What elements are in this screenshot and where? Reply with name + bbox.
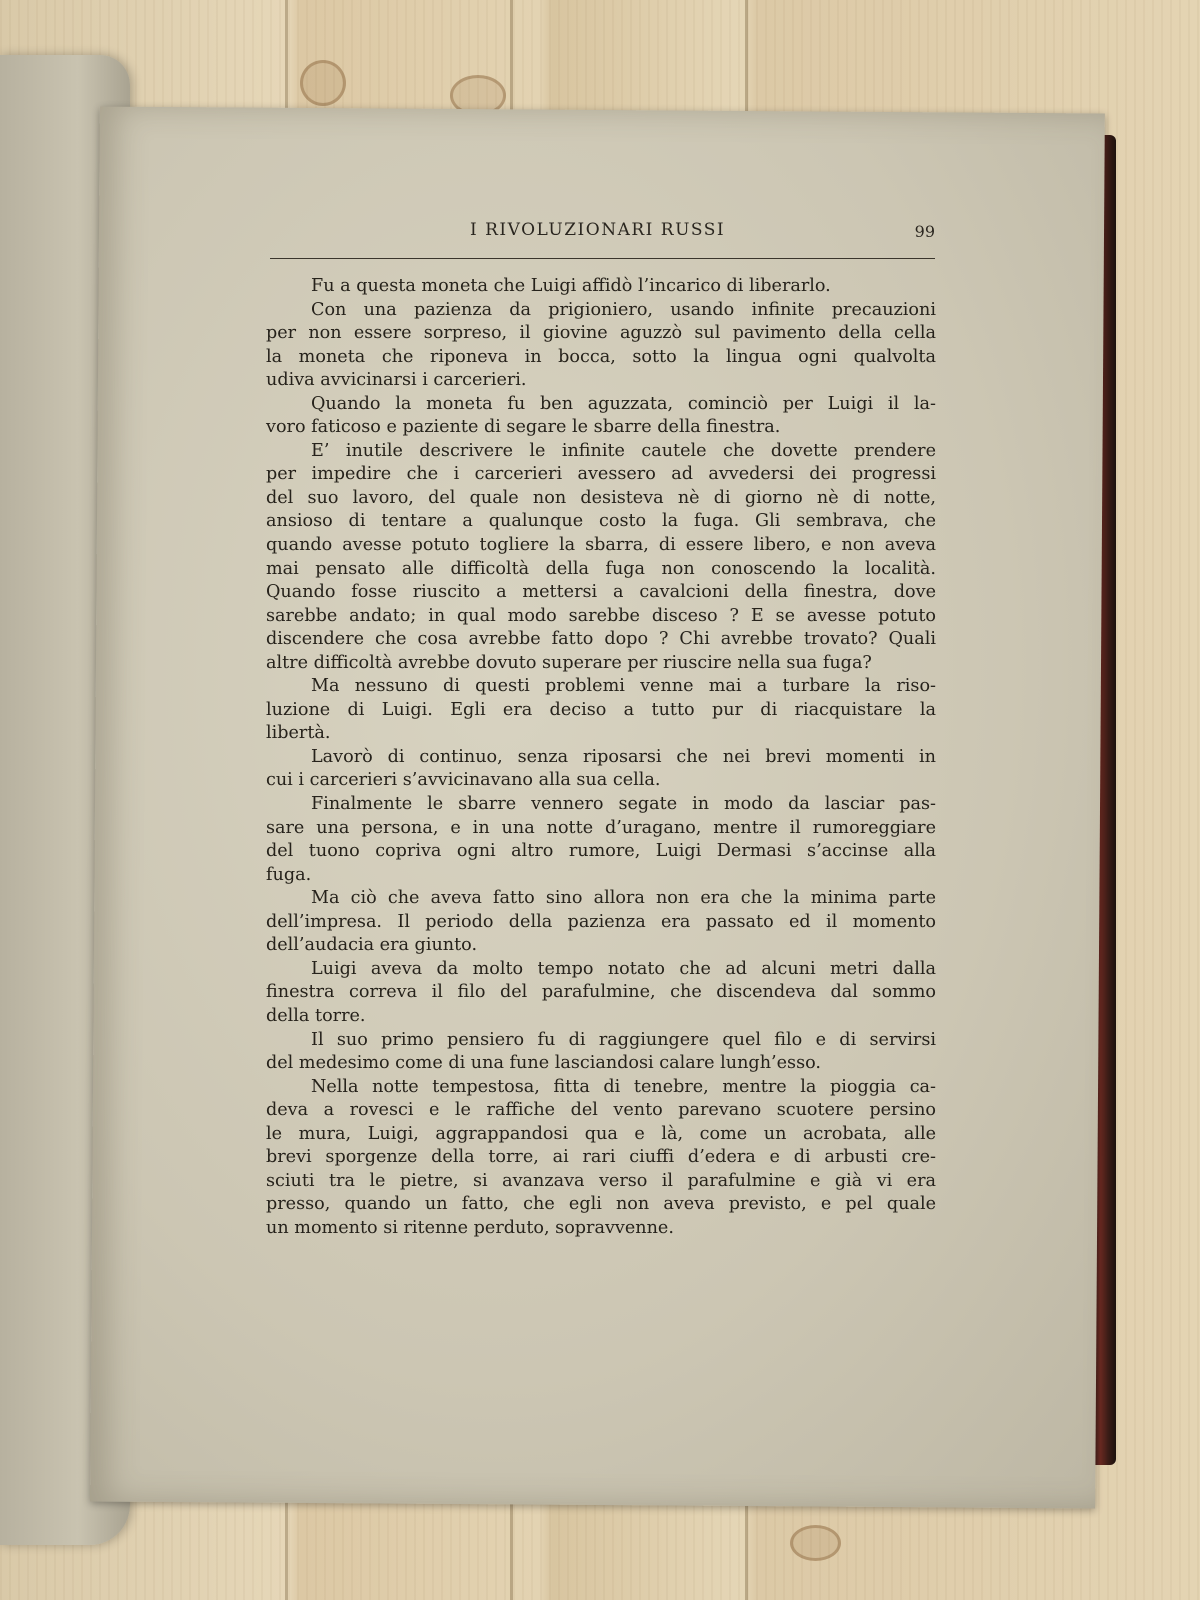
text-line: udiva avvicinarsi i carcerieri. xyxy=(266,370,527,391)
text-line: quando avesse potuto togliere la sbarra, di essere libero, e non aveva xyxy=(266,535,936,556)
text-line: del tuono copriva ogni altro rumore, Luigi Dermasi s’accinse alla xyxy=(266,841,936,862)
text-line: sarebbe andato; in qual modo sarebbe disceso ? E se avesse potuto xyxy=(266,605,936,626)
text-line: libertà. xyxy=(266,723,331,744)
text-line: del suo lavoro, del quale non desisteva nè di giorno nè di notte, xyxy=(266,487,936,508)
text-line: Quando fosse riuscito a mettersi a cavalcioni della finestra, dove xyxy=(266,582,936,603)
text-line: Lavorò di continuo, senza riposarsi che nei brevi momenti in xyxy=(311,746,936,767)
text-line: Luigi aveva da molto tempo notato che ad alcuni metri dalla xyxy=(311,958,936,979)
text-line: discendere che cosa avrebbe fatto dopo ? Chi avrebbe trovato? Quali xyxy=(266,629,936,650)
wood-knot xyxy=(300,60,346,106)
text-line: E’ inutile descrivere le infinite cautele che dovette prendere xyxy=(311,440,936,461)
text-line: Ma ciò che aveva fatto sino allora non era che la minima parte xyxy=(311,888,936,909)
text-line: fuga. xyxy=(266,864,312,885)
text-line: della torre. xyxy=(266,1005,366,1026)
text-line: sciuti tra le pietre, si avanzava verso il parafulmine e già vi era xyxy=(266,1170,936,1191)
text-line: deva a rovesci e le raffiche del vento parevano scuotere persino xyxy=(266,1100,936,1121)
text-line: altre difficoltà avrebbe dovuto superare per riuscire nella sua fuga? xyxy=(266,652,872,673)
text-line: mai pensato alle difficoltà della fuga non conoscendo la località. xyxy=(266,558,936,579)
running-title: I RIVOLUZIONARI RUSSI xyxy=(470,220,726,240)
text-line: voro faticoso e paziente di segare le sbarre della finestra. xyxy=(266,417,781,438)
text-line: sare una persona, e in una notte d’uragano, mentre il rumoreggiare xyxy=(266,817,936,838)
text-line: presso, quando un fatto, che egli non aveva previsto, e pel quale xyxy=(266,1194,936,1215)
text-line: Nella notte tempestosa, fitta di tenebre, mentre la pioggia ca- xyxy=(311,1076,936,1097)
text-line: le mura, Luigi, aggrappandosi qua e là, come un acrobata, alle xyxy=(266,1123,936,1144)
wood-knot xyxy=(790,1525,841,1561)
text-line: finestra correva il filo del parafulmine, che discendeva dal sommo xyxy=(266,982,936,1003)
text-line: del medesimo come di una fune lasciandosi calare lungh’esso. xyxy=(266,1053,821,1074)
text-line: cui i carcerieri s’avvicinavano alla sua cella. xyxy=(266,770,661,791)
page-header xyxy=(270,218,935,259)
text-line: per non essere sorpreso, il giovine aguzzò sul pavimento della cella xyxy=(266,323,936,344)
text-line: brevi sporgenze della torre, ai rari ciuffi d’edera e di arbusti cre- xyxy=(266,1147,936,1168)
text-line: un momento si ritenne perduto, sopravvenne. xyxy=(266,1217,674,1238)
text-line: Con una pazienza da prigioniero, usando infinite precauzioni xyxy=(311,299,936,320)
text-line: per impedire che i carcerieri avessero ad avvedersi dei progressi xyxy=(266,464,936,485)
text-line: Finalmente le sbarre vennero segate in modo da lasciar pas- xyxy=(311,794,936,815)
body-text xyxy=(266,275,936,1240)
text-line: Quando la moneta fu ben aguzzata, cominciò per Luigi il la- xyxy=(311,393,936,414)
text-line: dell’audacia era giunto. xyxy=(266,935,478,956)
text-line: luzione di Luigi. Egli era deciso a tutto pur di riacquistare la xyxy=(266,699,936,720)
text-line: dell’impresa. Il periodo della pazienza era passato ed il momento xyxy=(266,911,936,932)
text-line: ansioso di tentare a qualunque costo la fuga. Gli sembrava, che xyxy=(266,511,936,532)
page-number: 99 xyxy=(914,222,935,241)
text-line: Il suo primo pensiero fu di raggiungere quel filo e di servirsi xyxy=(311,1029,936,1050)
text-line: Fu a questa moneta che Luigi affidò l’incarico di liberarlo. xyxy=(311,276,831,296)
text-line: Ma nessuno di questi problemi venne mai a turbare la riso- xyxy=(311,676,936,697)
text-line: la moneta che riponeva in bocca, sotto la lingua ogni qualvolta xyxy=(266,346,936,367)
